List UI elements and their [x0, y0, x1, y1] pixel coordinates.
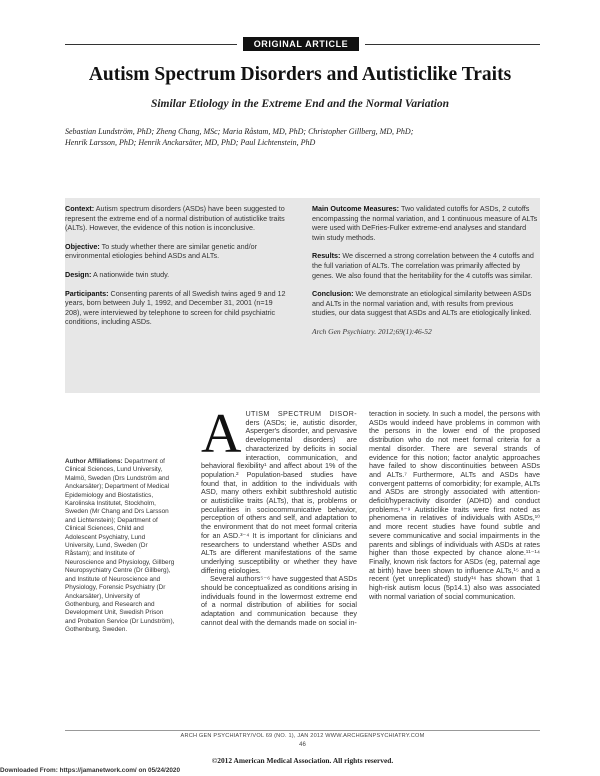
download-notice: Downloaded From: https://jamanetwork.com/ on 05/24/2020	[0, 767, 181, 774]
author-list	[65, 126, 545, 148]
abstract-measures: Main Outcome Measures: Two validated cutoffs for ASDs, 2 cutoffs encompassing the normal variation, and 1 continuous measure of ALTs were used with DeFries-Fulker extreme-end analyses and standard twin study methods.	[312, 204, 538, 242]
affiliations-text: Department of Clinical Sciences, Lund University, Malmö, Sweden (Drs Lundström and Anckarsäter); Department of Medical Epidemiology and Biostatistics, Karolinska Institutet, Stockholm, Sweden (Mr Chang and Drs Larsson and Lichtenstein); Department of Clinical Sciences, Child and Adolescent Psychiatry, Lund University, Lund, Sweden (Dr Råstam); and Institute of Neuroscience and Physiology, Gillberg Neuropsychiatry Centre (Dr Gillberg), and Institute of Neuroscience and Physiology, Forensic Psychiatry (Dr Anckarsäter), University of Gothenburg, and Research and Development Unit, Swedish Prison and Probation Service (Dr Lundström), Gothenburg, Sweden.	[65, 458, 175, 634]
article-type-banner: ORIGINAL ARTICLE	[243, 37, 359, 51]
page-number: 46	[299, 742, 306, 748]
body-column-2	[369, 410, 540, 601]
author-line-1: Sebastian Lundström, PhD; Zheng Chang, MSc; Maria Råstam, MD, PhD; Christopher Gillberg, MD, PhD;	[65, 127, 414, 136]
affiliations-heading: Author Affiliations:	[65, 458, 123, 465]
lead-in-small-caps: UTISM SPECTRUM DISOR-	[245, 409, 357, 418]
body-column-1	[201, 403, 357, 628]
article-subtitle: Similar Etiology in the Extreme End and the Normal Variation	[150, 98, 450, 110]
drop-cap: A	[201, 403, 242, 465]
abstract-box	[65, 198, 540, 393]
article-title: Autism Spectrum Disorders and Autisticlike Traits	[88, 64, 512, 85]
abstract-right-column	[312, 204, 538, 346]
body-paragraph-3: teraction in society. In such a model, the persons with ASDs would indeed have problems in common with the persons in the lower end of the proposed distribution who do not meet formal criteria for a mental disorder. There are several strands of evidence for this notion; factor analytic approaches have failed to show discontinuities between ASDs and ALTs.⁷ Furthermore, ALTs and ASDs have convergent patterns of comorbidity; for example, ALTs and ASDs are strongly associated with attention-deficit/hyperactivity disorder (ADHD) and conduct problems.⁸⁻⁹ Autisticlike traits were first noted as phenomena in relatives of individuals with ASDs,¹⁰ and more recent studies have found subtle and severe communicative and social impairments in the parents and siblings of individuals with ASDs at rates higher than those expected by chance alone.¹¹⁻¹⁴ Finally, known risk factors for ASDs (eg, paternal age at birth) have been shown to influence ALTs,¹⁵ and a recent (yet unreplicated) study¹⁶ has shown that 1 high-risk autism locus (5p14.1) also was associated with normal variation of social communication.	[369, 409, 540, 601]
author-affiliations	[65, 458, 175, 635]
abstract-left-column	[65, 204, 289, 336]
body-paragraph-2: Several authors⁵⁻⁶ have suggested that ASDs should be conceptualized as conditions arising in individuals found in the lowermost extreme end of a normal distribution of abilities for social adaptation and communication because they cannot deal with the demands made on social in-	[201, 574, 357, 627]
header-rule-left	[65, 44, 237, 45]
abstract-conclusion: Conclusion: We demonstrate an etiological similarity between ASDs and ALTs in the normal variation and, with results from previous studies, our data suggest that ASDs and ALTs are etiologically linked.	[312, 289, 532, 318]
header-rule-right	[365, 44, 540, 45]
footer-rule	[65, 730, 540, 731]
abstract-context: Context: Autism spectrum disorders (ASDs) have been suggested to represent the extreme end of a normal distribution of autisticlike traits (ALTs). However, the evidence of this notion is inconclusive.	[65, 204, 285, 233]
body-paragraph-1: AUTISM SPECTRUM DISOR- ders (ASDs; ie, autistic disorder, Asperger's disorder, and pervasive developmental disorders) are characterized by deficits in social interaction, communication, and behavioral flexibility¹ and affect about 1% of the population.² Population-based studies have found that, in addition to the individuals with ASD, many others exhibit subthreshold autistic or autisticlike traits (ALTs), that is, problems or peculiarities in sociocommunicative behavior, perception of others and self, and adaptation to the environment that do not meet formal criteria for an ASD.³⁻⁴ It is important for clinicians and researchers to understand whether ASDs and ALTs are different manifestations of the same underlying susceptibility or whether they have differing etiologies.	[201, 403, 357, 575]
abstract-participants: Participants: Consenting parents of all Swedish twins aged 9 and 12 years, born between July 1, 1992, and December 31, 2001 (n=19 208), were interviewed by telephone to screen for child psychiatric conditions, including ASDs.	[65, 288, 286, 327]
abstract-results: Results: We discerned a strong correlation between the 4 cutoffs and the full variation of ALTs. The correlation was primarily affected by genes. We also found that the heritability for the 4 cutoffs was similar.	[312, 251, 534, 280]
abstract-citation: Arch Gen Psychiatry. 2012;69(1):46-52	[312, 326, 432, 336]
copyright-notice: ©2012 American Medical Association. All rights reserved.	[211, 756, 394, 765]
abstract-objective: Objective: To study whether there are similar genetic and/or environmental etiologies behind ASDs and ALTs.	[65, 241, 258, 261]
running-footer: ARCH GEN PSYCHIATRY/VOL 69 (NO. 1), JAN 2012 WWW.ARCHGENPSYCHIATRY.COM	[180, 733, 425, 739]
author-line-2: Henrik Larsson, PhD; Henrik Anckarsäter, MD, PhD; Paul Lichtenstein, PhD	[65, 138, 316, 147]
abstract-design: Design: A nationwide twin study.	[65, 269, 170, 279]
